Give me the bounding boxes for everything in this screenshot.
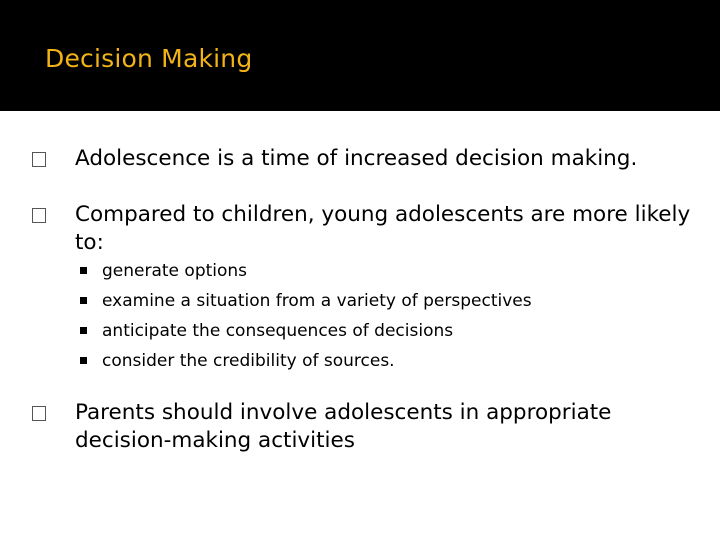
slide-title: Decision Making <box>45 44 253 73</box>
filled-square-bullet-icon <box>80 327 87 334</box>
sub-bullet-item <box>80 256 247 286</box>
bullet-text: Parents should involve adolescents in appropriate decision-making activities <box>75 400 612 453</box>
filled-square-bullet-icon <box>80 267 87 274</box>
sub-bullet-text: consider the credibility of sources. <box>102 351 395 371</box>
filled-square-bullet-icon <box>80 357 87 364</box>
bullet-text: Compared to children, young adolescents are more likely to: <box>75 202 691 255</box>
hollow-box-bullet-icon <box>32 406 46 421</box>
sub-bullet-text: anticipate the consequences of decisions <box>102 321 454 341</box>
sub-bullet-item <box>80 286 532 316</box>
bullet-text: Adolescence is a time of increased decision making. <box>75 146 638 171</box>
sub-bullet-text: generate options <box>102 261 248 281</box>
hollow-box-bullet-icon <box>32 152 46 167</box>
title-bar <box>0 0 720 111</box>
sub-bullet-item <box>80 316 453 346</box>
sub-bullet-item <box>80 346 395 376</box>
bullet-item <box>32 145 692 173</box>
bullet-item <box>32 201 692 257</box>
sub-bullet-text: examine a situation from a variety of perspectives <box>102 291 532 311</box>
bullet-item <box>32 399 692 455</box>
hollow-box-bullet-icon <box>32 208 46 223</box>
filled-square-bullet-icon <box>80 297 87 304</box>
